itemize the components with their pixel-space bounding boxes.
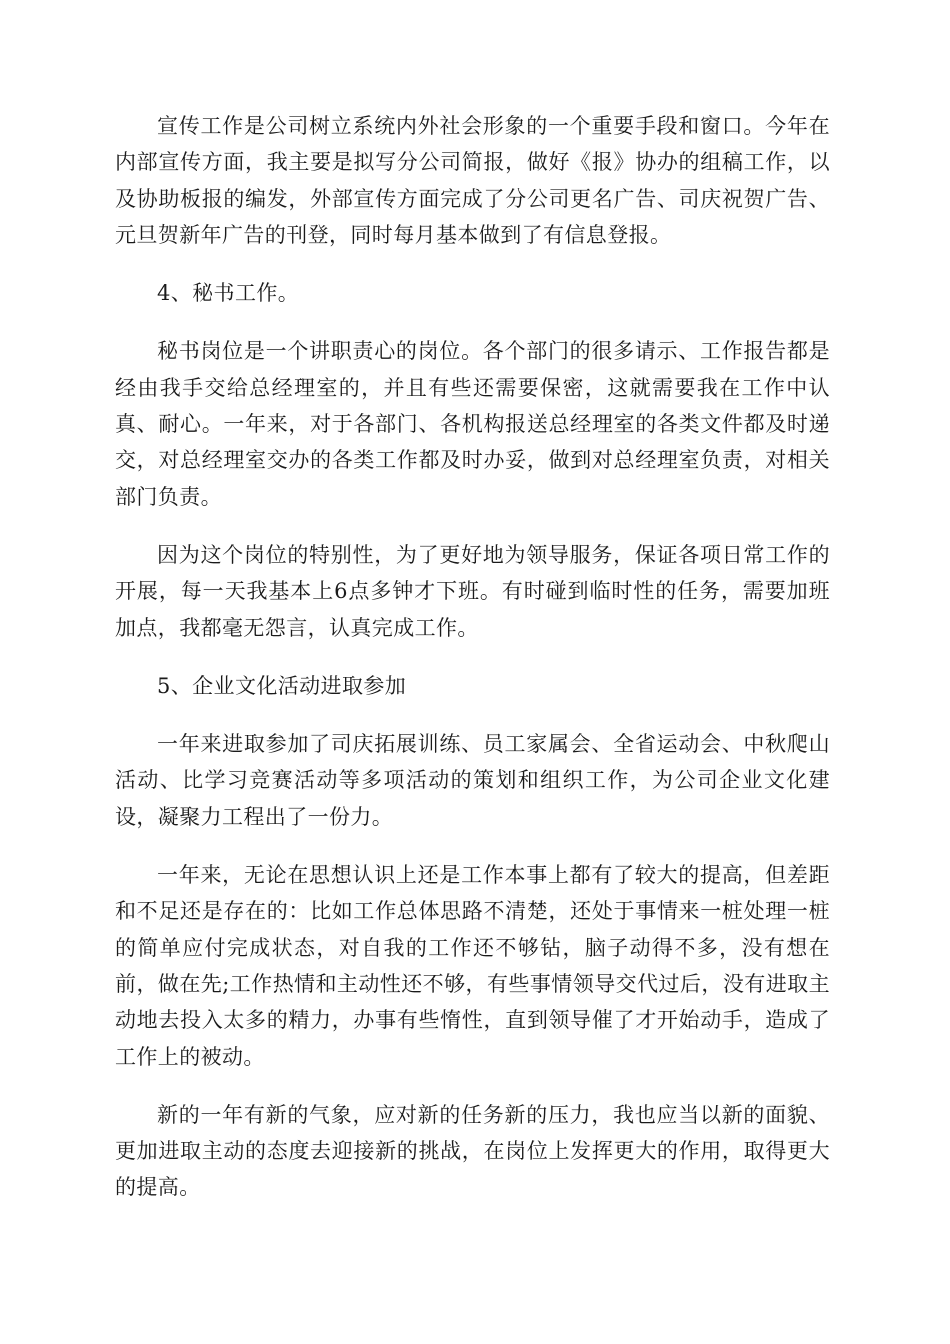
paragraph-secretary-duties: 秘书岗位是一个讲职责心的岗位。各个部门的很多请示、工作报告都是经由我手交给总经理室的，并且有些还需要保密，这就需要我在工作中认真、耐心。一年来，对于各部门、各机构报送总经理室的各类文件都及时递交，对总经理室交办的各类工作都及时办妥，做到对总经理室负责，对相关部门负责。	[115, 339, 830, 509]
paragraph-new-year: 新的一年有新的气象，应对新的任务新的压力，我也应当以新的面貌、更加进取主动的态度去迎接新的挑战，在岗位上发挥更大的作用，取得更大的提高。	[115, 1102, 830, 1200]
paragraph-publicity-work: 宣传工作是公司树立系统内外社会形象的一个重要手段和窗口。今年在内部宣传方面，我主要是拟写分公司简报，做好《报》协办的组稿工作，以及协助板报的编发，外部宣传方面完成了分公司更名广告、司庆祝贺广告、元旦贺新年广告的刊登，同时每月基本做到了有信息登报。	[115, 114, 830, 247]
section-heading-secretary-work: 4、秘书工作。	[157, 281, 300, 306]
paragraph-activities: 一年来进取参加了司庆拓展训练、员工家属会、全省运动会、中秋爬山活动、比学习竞赛活动等多项活动的策划和组织工作，为公司企业文化建设，凝聚力工程出了一份力。	[115, 732, 830, 829]
paragraph-shortcomings: 一年来，无论在思想认识上还是工作本事上都有了较大的提高，但差距和不足还是存在的：比如工作总体思路不清楚，还处于事情来一桩处理一桩的简单应付完成状态，对自我的工作还不够钻，脑子动得不多，没有想在前，做在先;工作热情和主动性还不够，有些事情领导交代过后，没有进取主动地去投入太多的精力，办事有些惰性，直到领导催了才开始动手，造成了工作上的被动。	[115, 863, 830, 1069]
document-body	[115, 108, 830, 1228]
paragraph-overtime: 因为这个岗位的特别性，为了更好地为领导服务，保证各项日常工作的开展，每一天我基本上6点多钟才下班。有时碰到临时性的任务，需要加班加点，我都毫无怨言，认真完成工作。	[115, 542, 830, 640]
section-heading-corporate-culture: 5、企业文化活动进取参加	[157, 673, 407, 698]
